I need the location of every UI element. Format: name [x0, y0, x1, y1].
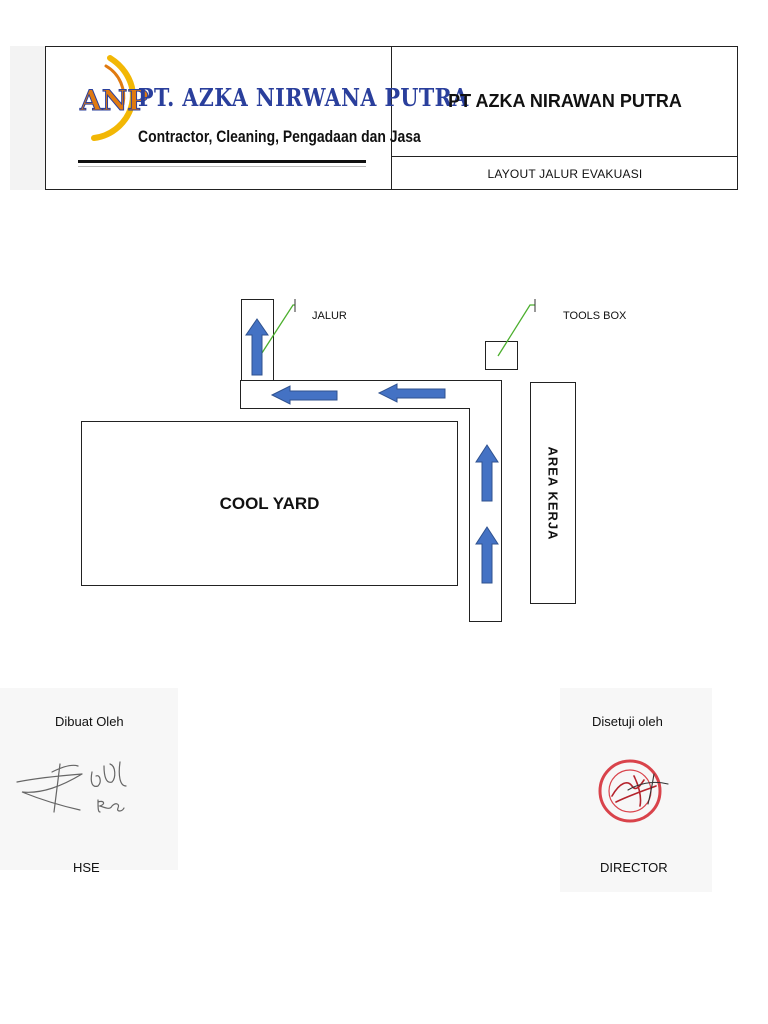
prepared-by-label: Dibuat Oleh	[55, 714, 124, 729]
logo-rule	[78, 160, 366, 163]
evacuation-path-vertical	[469, 408, 502, 622]
callout-line-tools	[498, 305, 535, 356]
evacuation-path-horizontal	[240, 380, 502, 409]
company-name: PT AZKA NIRAWAN PUTRA	[392, 46, 738, 157]
callout-line-jalur	[260, 305, 295, 356]
logo-initials: ANP	[80, 84, 149, 117]
callout-lines	[240, 296, 560, 360]
logo-brand-name: PT. AZKA NIRWANA PUTRA	[138, 83, 469, 112]
approved-by-role: DIRECTOR	[600, 860, 668, 875]
callout-jalur-label: JALUR	[312, 310, 347, 322]
area-kerja-zone	[530, 382, 576, 604]
cool-yard-zone	[81, 421, 458, 586]
document-title: LAYOUT JALUR EVAKUASI	[487, 166, 643, 181]
cool-yard-label: COOL YARD	[219, 493, 320, 513]
logo-rule-thin	[78, 166, 366, 167]
logo-tagline: Contractor, Cleaning, Pengadaan dan Jasa	[138, 127, 421, 146]
approved-by-label: Disetuji oleh	[592, 714, 663, 729]
company-logo-icon	[76, 52, 149, 144]
callout-tools-box-label: TOOLS BOX	[563, 310, 627, 322]
prepared-by-role: HSE	[73, 860, 100, 875]
director-stamp-icon	[594, 756, 674, 826]
hse-signature-icon	[12, 752, 137, 822]
area-kerja-label: AREA KERJA	[545, 445, 561, 541]
